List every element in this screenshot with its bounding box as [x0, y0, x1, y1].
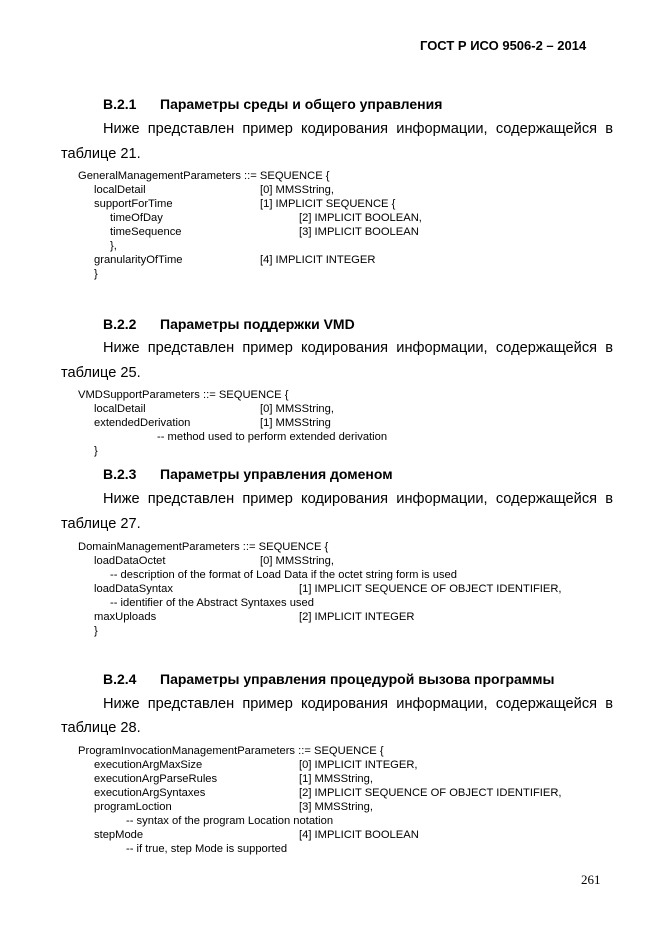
code-type: [1] MMSString,	[299, 773, 373, 785]
code-line: },	[110, 240, 117, 252]
section-title: Параметры среды и общего управления	[160, 96, 443, 112]
code-field: stepMode	[94, 829, 144, 841]
code-type: [1] IMPLICIT SEQUENCE OF OBJECT IDENTIFIER,	[299, 583, 562, 595]
code-field: extendedDerivation	[94, 417, 191, 429]
code-type: [0] MMSString,	[260, 403, 334, 415]
paragraph-line: Ниже представлен пример кодирования информации, содержащейся в	[103, 340, 613, 356]
section-title: Параметры управления процедурой вызова программы	[160, 671, 555, 687]
code-field: maxUploads	[94, 611, 157, 623]
code-field: executionArgParseRules	[94, 773, 218, 785]
section-number: B.2.2	[103, 316, 137, 332]
code-line: DomainManagementParameters ::= SEQUENCE {	[78, 541, 329, 553]
code-comment: -- identifier of the Abstract Syntaxes used	[110, 597, 314, 609]
code-type: [3] MMSString,	[299, 801, 373, 813]
paragraph-line: таблице 28.	[61, 720, 141, 736]
code-field: programLoction	[94, 801, 172, 813]
code-field: localDetail	[94, 184, 146, 196]
section-title: Параметры поддержки VMD	[160, 316, 355, 332]
code-line: VMDSupportParameters ::= SEQUENCE {	[78, 389, 289, 401]
section-number: B.2.3	[103, 466, 137, 482]
code-type: [2] IMPLICIT INTEGER	[299, 611, 415, 623]
code-type: [1] IMPLICIT SEQUENCE {	[260, 198, 396, 210]
paragraph-line: таблице 27.	[61, 516, 141, 532]
document-header: ГОСТ Р ИСО 9506-2 – 2014	[420, 38, 587, 53]
paragraph-line: Ниже представлен пример кодирования информации, содержащейся в	[103, 121, 613, 137]
paragraph-line: таблице 21.	[61, 146, 141, 162]
code-type: [1] MMSString	[260, 417, 331, 429]
code-field: loadDataOctet	[94, 555, 166, 567]
code-type: [3] IMPLICIT BOOLEAN	[299, 226, 419, 238]
code-type: [0] IMPLICIT INTEGER,	[299, 759, 418, 771]
code-field: localDetail	[94, 403, 146, 415]
section-title: Параметры управления доменом	[160, 466, 393, 482]
paragraph-line: таблице 25.	[61, 365, 141, 381]
code-field: executionArgMaxSize	[94, 759, 203, 771]
section-number: B.2.4	[103, 671, 137, 687]
code-type: [0] MMSString,	[260, 555, 334, 567]
code-field: loadDataSyntax	[94, 583, 173, 595]
page-number: 261	[581, 872, 601, 887]
code-field: timeOfDay	[110, 212, 163, 224]
code-type: [2] IMPLICIT SEQUENCE OF OBJECT IDENTIFIER,	[299, 787, 562, 799]
code-field: granularityOfTime	[94, 254, 183, 266]
paragraph-line: Ниже представлен пример кодирования информации, содержащейся в	[103, 696, 613, 712]
code-line: }	[94, 445, 98, 457]
code-line: GeneralManagementParameters ::= SEQUENCE {	[78, 170, 330, 182]
code-comment: -- syntax of the program Location notation	[126, 815, 334, 827]
code-type: [0] MMSString,	[260, 184, 334, 196]
code-line: }	[94, 268, 98, 280]
code-line: }	[94, 625, 98, 637]
code-comment: -- method used to perform extended derivation	[157, 431, 388, 443]
code-type: [4] IMPLICIT BOOLEAN	[299, 829, 419, 841]
section-number: B.2.1	[103, 96, 137, 112]
code-comment: -- if true, step Mode is supported	[126, 843, 288, 855]
code-field: timeSequence	[110, 226, 182, 238]
code-field: supportForTime	[94, 198, 173, 210]
code-type: [2] IMPLICIT BOOLEAN,	[299, 212, 422, 224]
code-comment: -- description of the format of Load Data if the octet string form is used	[110, 569, 457, 581]
paragraph-line: Ниже представлен пример кодирования информации, содержащейся в	[103, 491, 613, 507]
code-type: [4] IMPLICIT INTEGER	[260, 254, 376, 266]
code-line: ProgramInvocationManagementParameters ::= SEQUENCE {	[78, 745, 384, 757]
code-field: executionArgSyntaxes	[94, 787, 206, 799]
